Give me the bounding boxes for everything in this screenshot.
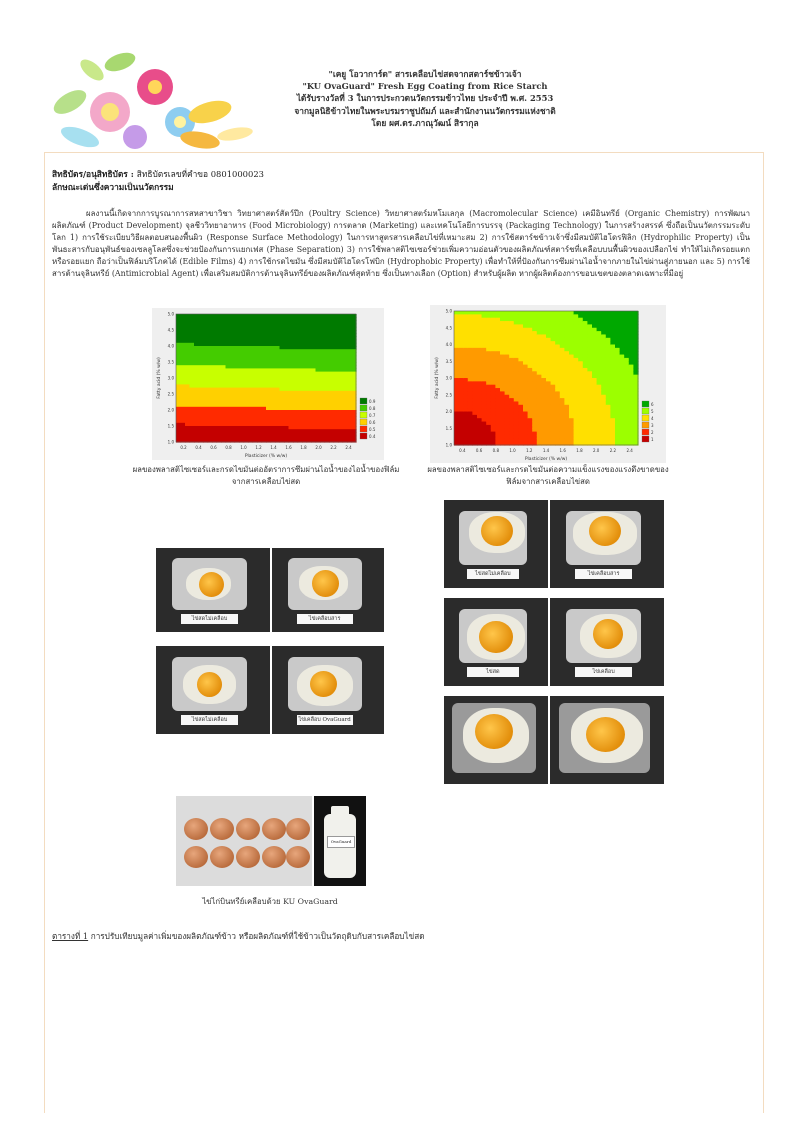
- x-axis-label: Plasticizer (% w/w): [244, 454, 288, 459]
- legend-label: 5: [651, 409, 654, 414]
- legend-label: 2: [651, 430, 654, 435]
- y-axis-label: Fatty acid (% w/w): [435, 357, 440, 399]
- x-tick-label: 1.4: [270, 445, 277, 450]
- legend-swatch: [360, 419, 367, 425]
- x-tick-label: 0.6: [475, 448, 483, 453]
- legend-label: 0.8: [369, 406, 376, 411]
- patent-value: สิทธิบัตรเลขที่คำขอ 0801000023: [136, 169, 264, 179]
- table-note: [52, 930, 425, 943]
- x-tick-label: 2.2: [609, 448, 617, 453]
- coating-bottle-photo: [314, 796, 366, 886]
- x-tick-label: 1.8: [300, 445, 307, 450]
- y-tick-label: 2.0: [445, 409, 452, 414]
- y-axis-label: Fatty acid (% w/w): [157, 357, 162, 399]
- x-axis-label: Plasticizer (% w/w): [524, 457, 568, 462]
- x-tick-label: 1.0: [240, 445, 247, 450]
- legend-label: 4: [651, 416, 654, 421]
- chart-tensile-strength: [430, 305, 666, 463]
- egg-photo: [550, 598, 664, 686]
- photo-label: ไข่สดไม่เคลือบ: [467, 569, 519, 579]
- y-tick-label: 4.5: [167, 327, 174, 333]
- award-source: จากมูลนิธิข้าวไทยในพระบรมราชูปถัมภ์ และสำนักงานนวัตกรรมแห่งชาติ: [294, 105, 556, 116]
- y-tick-label: 3.5: [445, 358, 452, 364]
- legend-swatch: [360, 426, 367, 432]
- x-tick-label: 1.0: [509, 448, 516, 453]
- author-line: โดย ผศ.ดร.ภาณุวัฒน์ สิรากุล: [371, 117, 479, 128]
- x-tick-label: 0.8: [225, 445, 232, 450]
- y-tick-label: 2.0: [167, 407, 174, 413]
- y-tick-label: 4.0: [445, 342, 452, 347]
- y-tick-label: 1.5: [167, 423, 174, 429]
- legend-swatch: [360, 433, 367, 439]
- chart-vapor-permeability: [152, 308, 384, 460]
- photo-label: ไข่เคลือบ: [575, 667, 632, 677]
- x-tick-label: 2.0: [315, 445, 322, 450]
- description-text: ผลงานนี้เกิดจากการบูรณาการสหสาขาวิชา วิทยาศาสตร์สัตว์ปีก (Poultry Science) วิทยาศาสตร์มหโมเลกุล (Macromolecular Science) เคมีอินทรีย์ (Organic Chemistry) การพัฒนาผลิตภัณฑ์ (Product Development) จุลชีววิทยาอาหาร (Food Microbiology) การตลาด (Marketing) และเทคโนโลยีการบรรจุ (Packaging Technology) ในการสร้างสรรค์ ซึ่งถือเป็นนวัตกรรมระดับโลก 1) การใช้ระเบียบวิธีผลตอบสนองพื้นผิว (Response Surface Methodology) ในการหาสูตรสารเคลือบไข่ที่เหมาะสม 2) การใช้สตาร์ชข้าวเจ้าซึ่งมีสมบัติไฮโดรฟิลิก (Hydrophilic Property) เป็นพันธะสารกับอนุพันธ์ของเซลลูโลสซึ่งจะช่วยป้องกันการแยกเฟส (Phase Separation) 3) การใช้พลาสติไซเซอร์ช่วยเพิ่มความอ่อนตัวของผลิตภัณฑ์สตาร์ชที่เคลือบบนพื้นผิวของเปลือกไข่ ทำให้ไม่เกิดรอยแตก หรือรอยแยก ถือว่าเป็นฟิล์มบริโภคได้ (Edible Films) 4) การใช้กรดไขมัน ซึ่งมีสมบัติไฮโดรโฟบิก (Hydrophobic Property) เพื่อทำให้ที่ป้องกันการซึมผ่านไอน้ำจากภายในไข่ผ่านสู่ภายนอก และ 5) การใช้สารต้านจุลินทรีย์ (Antimicrobial Agent) เพื่อเสริมสมบัติการต้านจุลินทรีย์ของผลิตภัณฑ์สุดท้าย ซึ่งเป็นทางเลือก (Option) สำหรับผู้ผลิต หากผู้ผลิตต้องการขอบเขตของตลาดเฉพาะที่มีอยู่: [52, 209, 750, 279]
- x-tick-label: 2.0: [592, 448, 600, 453]
- y-tick-label: 3.5: [167, 359, 174, 365]
- description-paragraph: [52, 208, 750, 281]
- legend-label: 1: [651, 437, 654, 442]
- legend-swatch: [642, 429, 649, 435]
- egg-photo: [156, 646, 270, 734]
- table-text: การปรับเทียบมูลค่าเพิ่มของผลิตภัณฑ์ข้าว หรือผลิตภัณฑ์ที่ใช้ข้าวเป็นวัตถุดิบกับสารเคลือบไข่สด: [90, 931, 425, 941]
- y-tick-label: 2.5: [167, 391, 174, 397]
- egg-photo: [156, 548, 270, 632]
- legend-label: 0.9: [369, 399, 376, 404]
- photo-label: ไข่สดไม่เคลือบ: [181, 715, 238, 725]
- patent-label: สิทธิบัตร/อนุสิทธิบัตร :: [52, 169, 134, 179]
- legend-swatch: [642, 415, 649, 421]
- table-label: ตารางที่ 1: [52, 931, 89, 941]
- flower-decoration: [50, 42, 260, 154]
- legend-label: 0.4: [369, 434, 376, 439]
- x-tick-label: 1.6: [285, 445, 292, 450]
- egg-photo: [550, 696, 664, 784]
- feature-label: ลักษณะเด่นซึ่งความเป็นนวัตกรรม: [52, 182, 174, 192]
- y-tick-label: 5.0: [445, 308, 452, 314]
- legend-label: 0.5: [369, 427, 376, 432]
- x-tick-label: 2.4: [345, 445, 352, 450]
- y-tick-label: 1.5: [445, 425, 452, 431]
- legend-swatch: [360, 412, 367, 418]
- bottle-label: OvaGuard: [327, 836, 355, 848]
- x-tick-label: 1.2: [255, 445, 262, 450]
- x-tick-label: 1.6: [559, 448, 566, 453]
- title-english: "KU OvaGuard" Fresh Egg Coating from Rice Starch: [302, 81, 548, 92]
- egg-tray-photo: [176, 796, 312, 886]
- y-tick-label: 5.0: [167, 311, 174, 317]
- y-tick-label: 3.0: [167, 375, 174, 381]
- legend-swatch: [642, 436, 649, 442]
- chart1-caption: ผลของพลาสติไซเซอร์และกรดไขมันต่ออัตราการซึมผ่านไอน้ำของไอน้ำของฟิล์มจากสารเคลือบไข่สด: [132, 465, 400, 486]
- award-line: ได้รับรางวัลที่ 3 ในการประกวดนวัตกรรมข้าวไทย ประจำปี พ.ศ. 2553: [296, 93, 554, 104]
- meta-block: [52, 168, 264, 194]
- chart2-caption: ผลของพลาสติไซเซอร์และกรดไขมันต่อความแข็งแรงของแรงดึงขาดของฟิล์มจากสารเคลือบไข่สด: [427, 465, 669, 486]
- legend-swatch: [642, 422, 649, 428]
- legend-swatch: [360, 398, 367, 404]
- egg-photo: [444, 500, 548, 588]
- egg-photo: [444, 598, 548, 686]
- egg-photo: [550, 500, 664, 588]
- y-tick-label: 1.0: [445, 442, 452, 448]
- header-block: [230, 68, 620, 129]
- y-tick-label: 1.0: [167, 439, 174, 445]
- x-tick-label: 2.4: [626, 448, 633, 453]
- y-tick-label: 3.0: [445, 375, 452, 381]
- legend-swatch: [642, 408, 649, 414]
- x-tick-label: 0.2: [180, 445, 187, 450]
- legend-label: 6: [651, 402, 654, 407]
- x-tick-label: 0.4: [459, 448, 466, 453]
- egg-photo: [272, 646, 384, 734]
- legend-swatch: [360, 405, 367, 411]
- x-tick-label: 2.2: [330, 445, 337, 450]
- photo-label: ไข่เคลือบสาร: [575, 569, 632, 579]
- title-thai: "เคยู โอวาการ์ด" สารเคลือบไข่สดจากสตาร์ชข้าวเจ้า: [328, 69, 522, 79]
- legend-label: 0.7: [369, 413, 376, 418]
- y-tick-label: 4.5: [445, 325, 452, 331]
- legend-label: 0.6: [369, 420, 376, 425]
- x-tick-label: 1.4: [542, 448, 550, 453]
- egg-photo: [444, 696, 548, 784]
- legend-label: 3: [651, 423, 654, 428]
- y-tick-label: 2.5: [445, 392, 452, 398]
- x-tick-label: 0.6: [210, 445, 217, 450]
- y-tick-label: 4.0: [167, 343, 174, 349]
- x-tick-label: 1.8: [576, 448, 583, 453]
- legend-swatch: [642, 401, 649, 407]
- photo-label: ไข่สดไม่เคลือบ: [181, 614, 238, 624]
- tray-caption: ไข่ไก่บินทรีย์เคลือบด้วย KU OvaGuard: [202, 897, 338, 906]
- x-tick-label: 0.4: [195, 445, 202, 450]
- x-tick-label: 0.8: [492, 448, 500, 453]
- x-tick-label: 1.2: [526, 448, 533, 453]
- photo-label: ไข่สด: [467, 667, 519, 677]
- egg-photo: [272, 548, 384, 632]
- photo-label: ไข่เคลือบสาร: [297, 614, 353, 624]
- photo-label: ไข่เคลือบ OvaGuard: [298, 717, 351, 724]
